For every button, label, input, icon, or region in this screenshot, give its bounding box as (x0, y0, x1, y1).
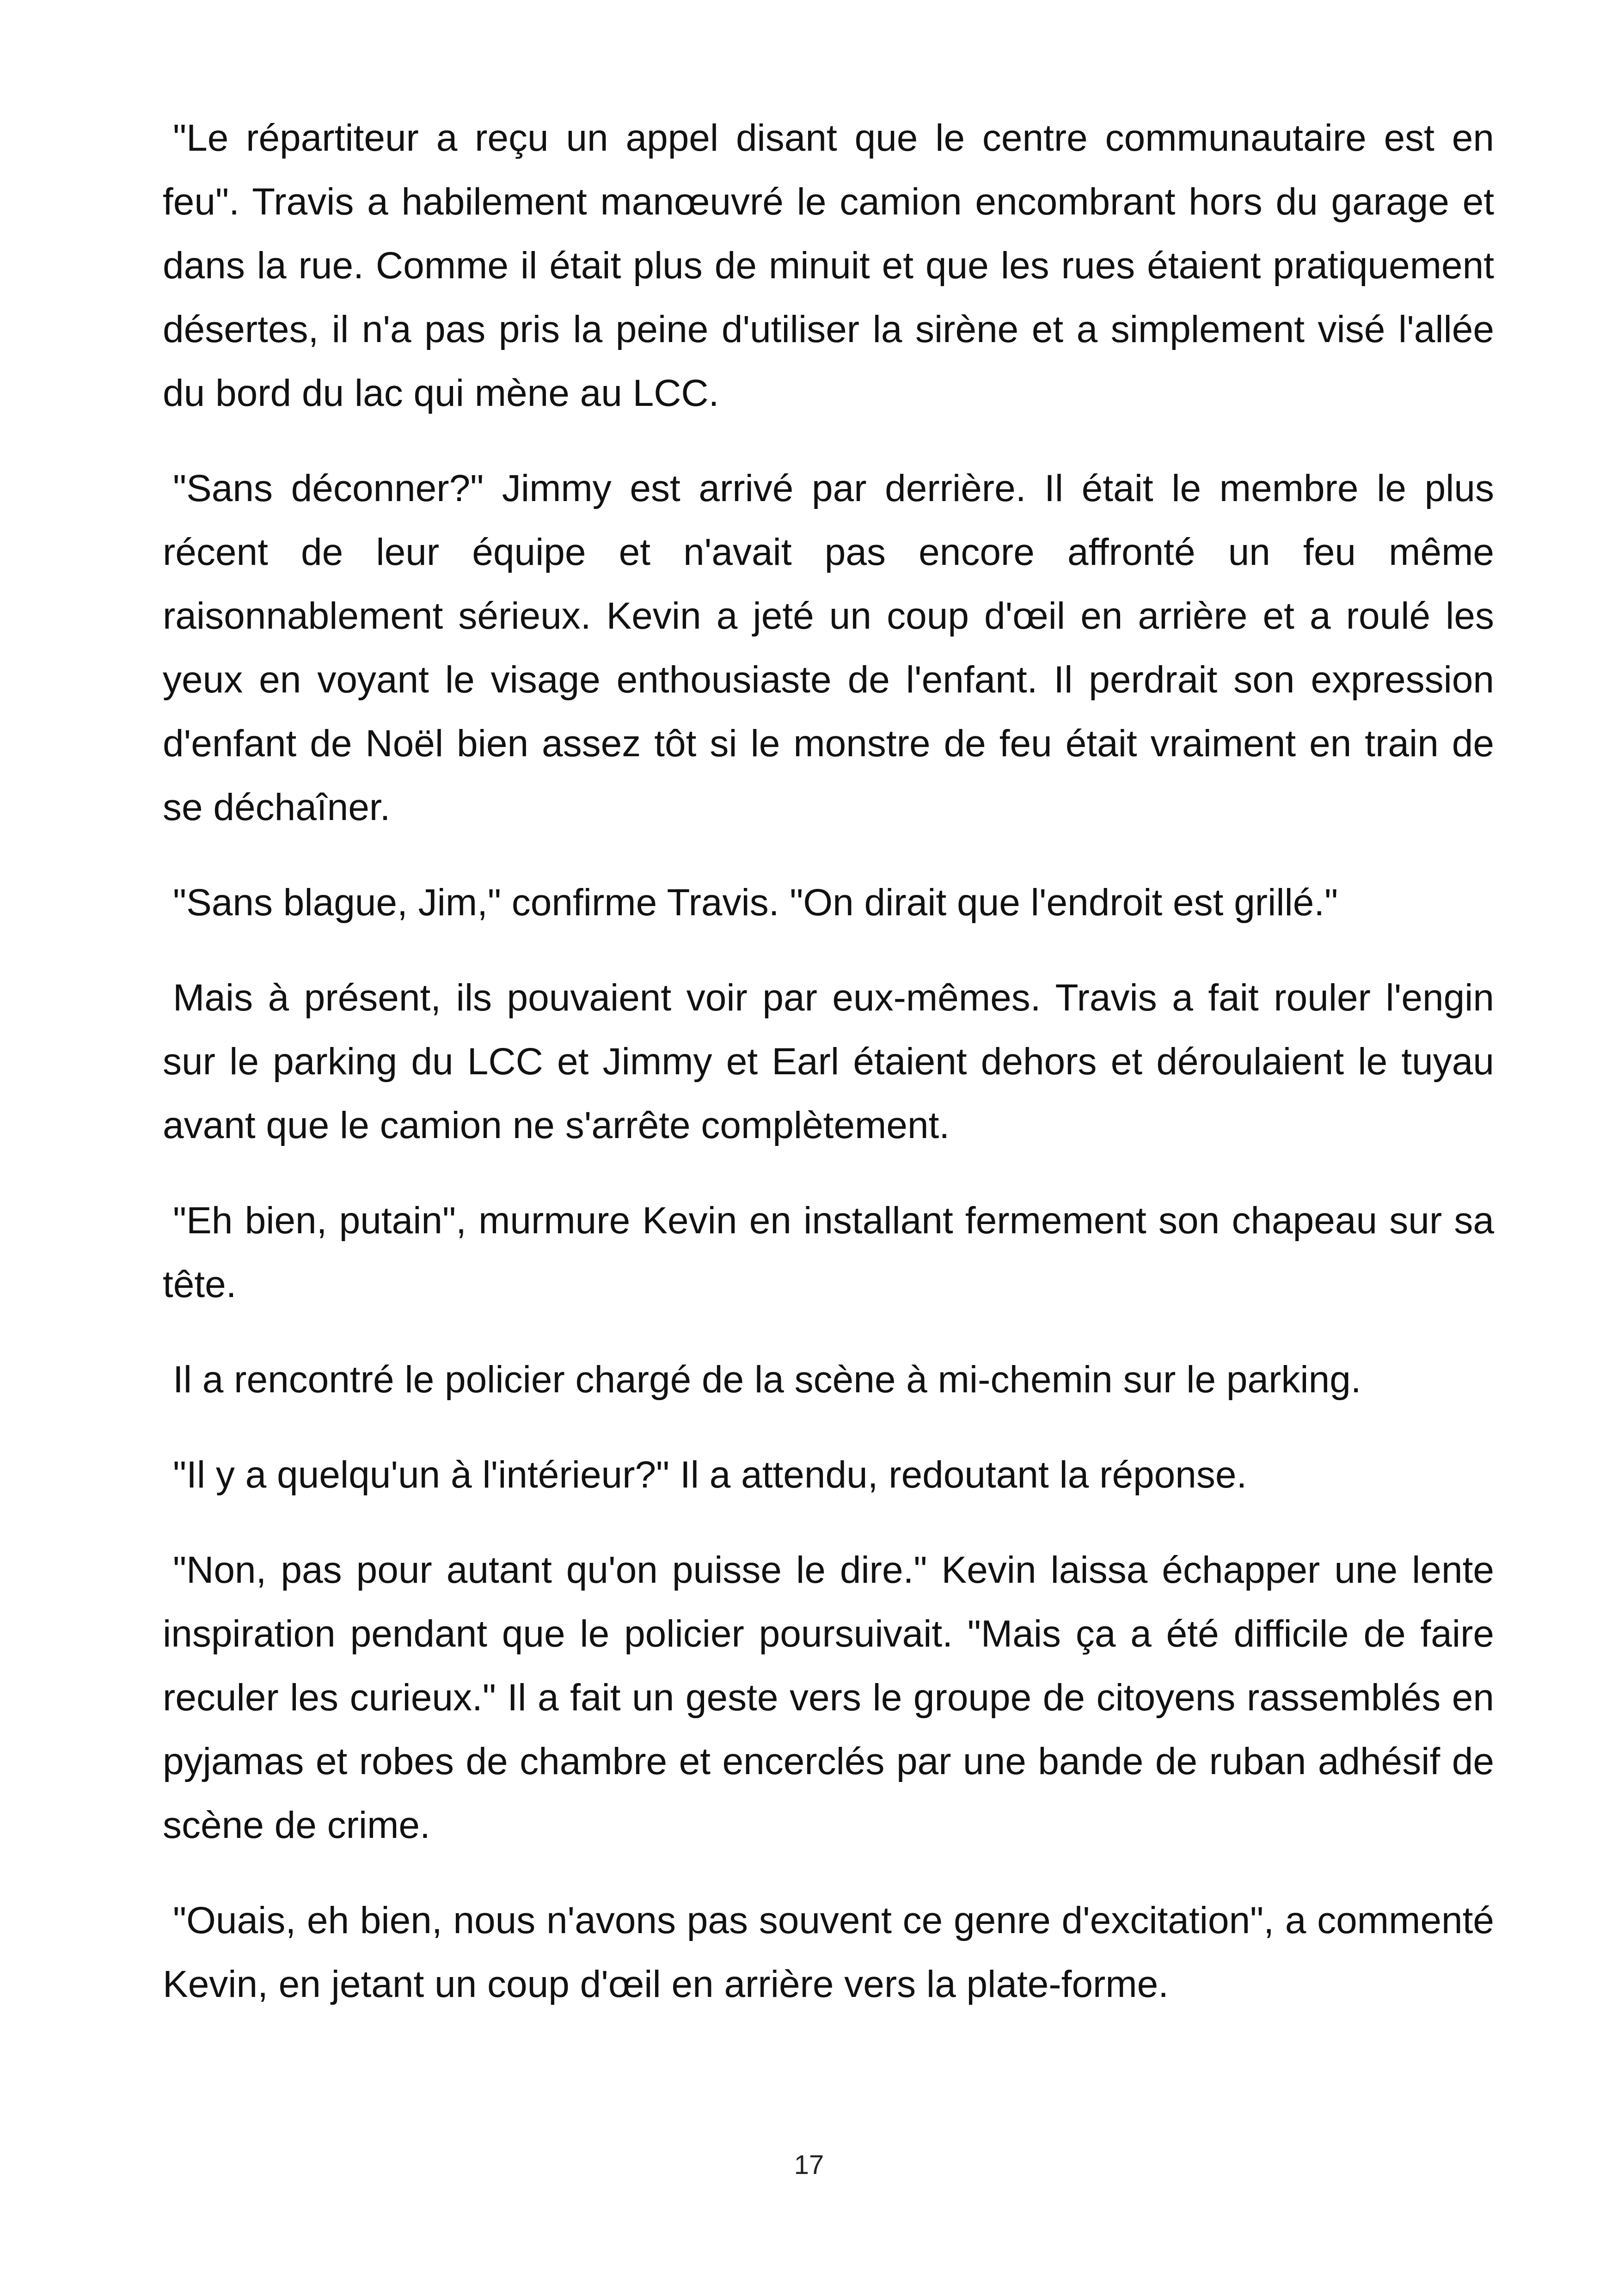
paragraph-9: "Ouais, eh bien, nous n'avons pas souvent ce genre d'excitation", a commenté Kevin, en jetant un coup d'œil en arrière vers la plate-forme. (163, 1899, 1494, 2005)
paragraph-7: "Il y a quelqu'un à l'intérieur?" Il a attendu, redoutant la réponse. (173, 1454, 1247, 1496)
paragraph-4: Mais à présent, ils pouvaient voir par eux-mêmes. Travis a fait rouler l'engin sur le parking du LCC et Jimmy et Earl étaient dehors et déroulaient le tuyau avant que le camion ne s'arrête complètement. (163, 977, 1494, 1146)
paragraph-1: "Le répartiteur a reçu un appel disant que le centre communautaire est en feu". Travis a habilement manœuvré le camion encombrant hors du garage et dans la rue. Comme il était plus de minuit et que les rues étaient pratiquement désertes, il n'a pas pris la peine d'utiliser la sirène et a simplement visé l'allée du bord du lac qui mène au LCC. (163, 117, 1494, 414)
paragraph-8: "Non, pas pour autant qu'on puisse le dire." Kevin laissa échapper une lente inspiration pendant que le policier poursuivait. "Mais ça a été difficile de faire reculer les curieux." Il a fait un geste vers le groupe de citoyens rassemblés en pyjamas et robes de chambre et encerclés par une bande de ruban adhésif de scène de crime. (163, 1549, 1494, 1846)
paragraph-5: "Eh bien, putain", murmure Kevin en installant fermement son chapeau sur sa tête. (163, 1200, 1494, 1305)
paragraph-3: "Sans blague, Jim," confirme Travis. "On dirait que l'endroit est grillé." (173, 882, 1338, 924)
paragraph-6: Il a rencontré le policier chargé de la scène à mi-chemin sur le parking. (173, 1359, 1361, 1401)
page-number: 17 (794, 2150, 824, 2180)
body-text (163, 106, 1494, 2048)
paragraph-2: "Sans déconner?" Jimmy est arrivé par derrière. Il était le membre le plus récent de leur équipe et n'avait pas encore affronté un feu même raisonnablement sérieux. Kevin a jeté un coup d'œil en arrière et a roulé les yeux en voyant le visage enthousiaste de l'enfant. Il perdrait son expression d'enfant de Noël bien assez tôt si le monstre de feu était vraiment en train de se déchaîner. (163, 467, 1494, 828)
